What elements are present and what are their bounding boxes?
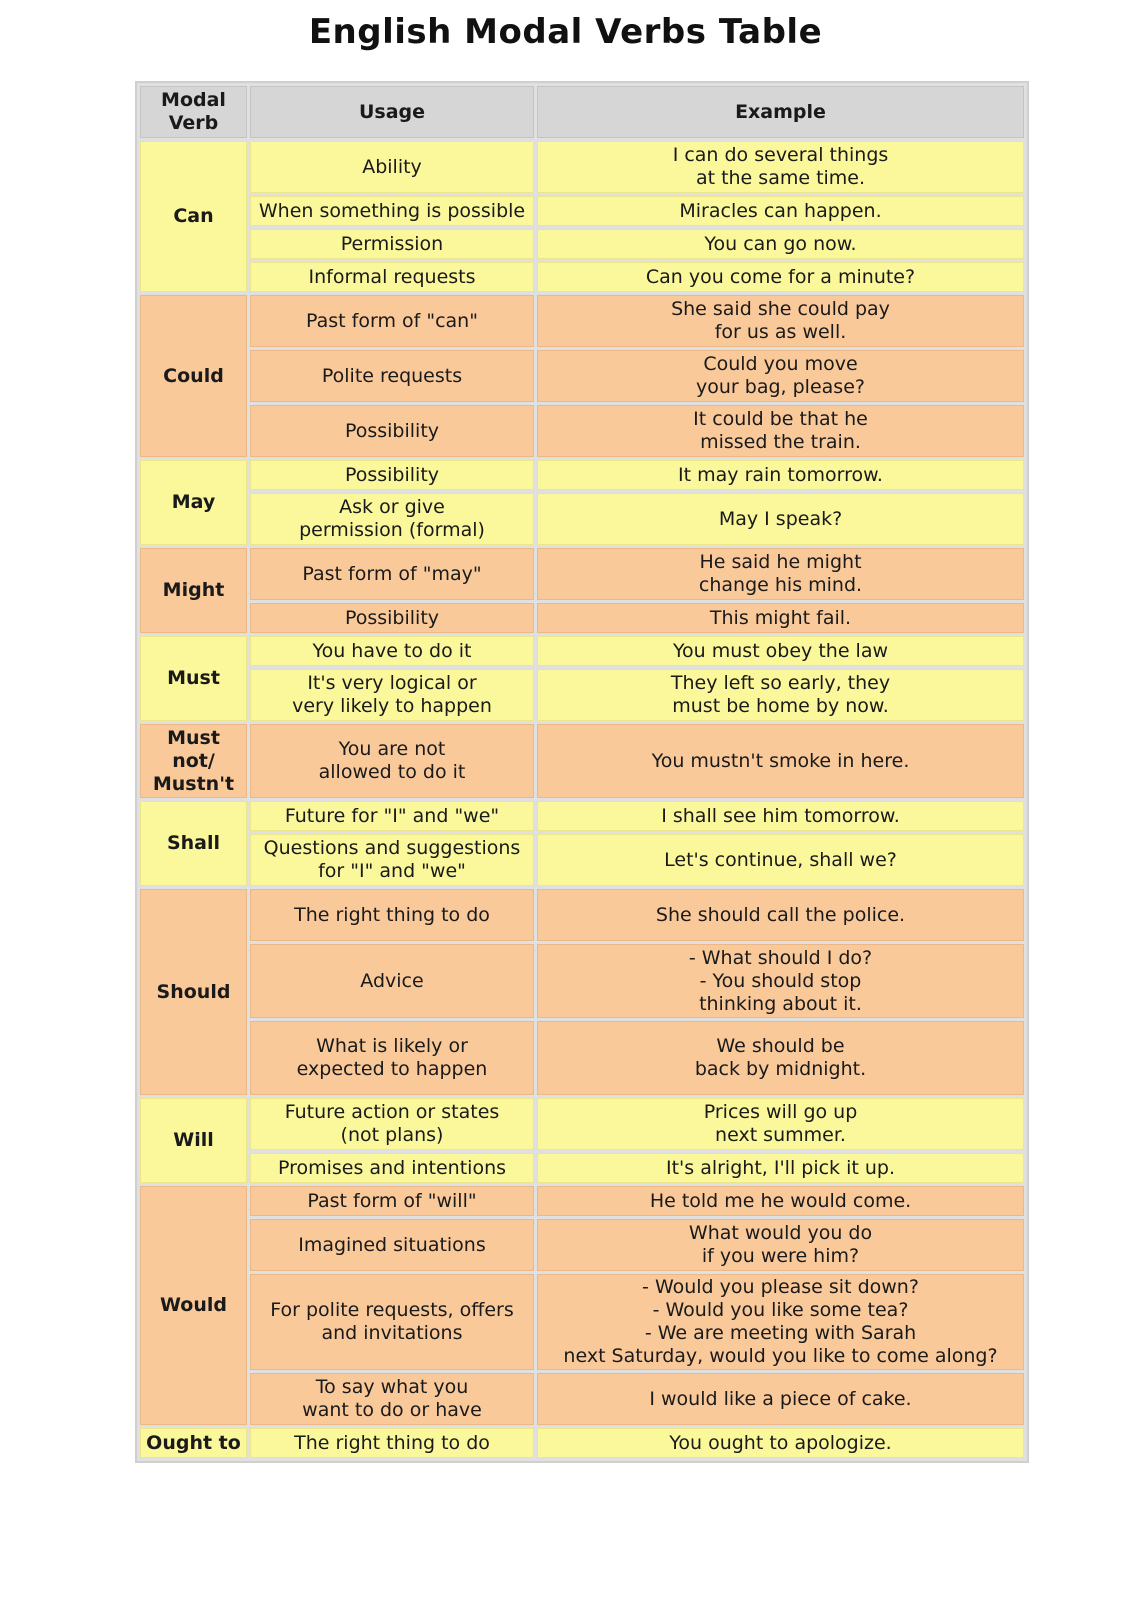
example-cell: They left so early, they must be home by now. bbox=[537, 669, 1024, 721]
example-cell: Can you come for a minute? bbox=[537, 262, 1024, 292]
example-cell: May I speak? bbox=[537, 493, 1024, 545]
example-cell: He said he might change his mind. bbox=[537, 548, 1024, 600]
table-row bbox=[140, 603, 1024, 633]
example-cell: You mustn't smoke in here. bbox=[537, 724, 1024, 798]
example-cell: You can go now. bbox=[537, 229, 1024, 259]
usage-cell: Ability bbox=[250, 141, 534, 193]
table-row bbox=[140, 196, 1024, 226]
table-row bbox=[140, 493, 1024, 545]
example-cell: It could be that he missed the train. bbox=[537, 405, 1024, 457]
usage-cell: Possibility bbox=[250, 405, 534, 457]
usage-cell: Imagined situations bbox=[250, 1219, 534, 1271]
usage-cell: Past form of "will" bbox=[250, 1186, 534, 1216]
table-row bbox=[140, 834, 1024, 886]
usage-cell: You have to do it bbox=[250, 636, 534, 666]
usage-cell: To say what you want to do or have bbox=[250, 1373, 534, 1425]
page-title: English Modal Verbs Table bbox=[308, 12, 823, 52]
table-row bbox=[140, 1428, 1024, 1458]
usage-cell: It's very logical or very likely to happen bbox=[250, 669, 534, 721]
usage-cell: Past form of "may" bbox=[250, 548, 534, 600]
header-modal-verb: Modal Verb bbox=[140, 86, 247, 138]
usage-cell: Possibility bbox=[250, 460, 534, 490]
usage-cell: Permission bbox=[250, 229, 534, 259]
table-row bbox=[140, 262, 1024, 292]
table-row bbox=[140, 1186, 1024, 1216]
table-row bbox=[140, 229, 1024, 259]
table-row bbox=[140, 1021, 1024, 1095]
table-row bbox=[140, 944, 1024, 1018]
example-cell: It's alright, I'll pick it up. bbox=[537, 1153, 1024, 1183]
usage-cell: The right thing to do bbox=[250, 889, 534, 941]
table-row bbox=[140, 1219, 1024, 1271]
table-row bbox=[140, 460, 1024, 490]
usage-cell: When something is possible bbox=[250, 196, 534, 226]
modal-verb-cell: Ought to bbox=[140, 1428, 247, 1458]
example-cell: You ought to apologize. bbox=[537, 1428, 1024, 1458]
table-row bbox=[140, 350, 1024, 402]
modal-verbs-table bbox=[135, 81, 1029, 1463]
example-cell: - What should I do? - You should stop thinking about it. bbox=[537, 944, 1024, 1018]
header-row bbox=[140, 86, 1024, 138]
example-cell: I shall see him tomorrow. bbox=[537, 801, 1024, 831]
usage-cell: The right thing to do bbox=[250, 1428, 534, 1458]
usage-cell: Questions and suggestions for "I" and "we" bbox=[250, 834, 534, 886]
table-row bbox=[140, 669, 1024, 721]
table-row bbox=[140, 1373, 1024, 1425]
example-cell: We should be back by midnight. bbox=[537, 1021, 1024, 1095]
table-row bbox=[140, 1274, 1024, 1370]
table-row bbox=[140, 801, 1024, 831]
usage-cell: Advice bbox=[250, 944, 534, 1018]
example-cell: Let's continue, shall we? bbox=[537, 834, 1024, 886]
modal-verb-cell: Shall bbox=[140, 801, 247, 886]
modal-verb-cell: Will bbox=[140, 1098, 247, 1183]
modal-verb-cell: Must bbox=[140, 636, 247, 721]
example-cell: It may rain tomorrow. bbox=[537, 460, 1024, 490]
table-row bbox=[140, 405, 1024, 457]
modal-verb-cell: Would bbox=[140, 1186, 247, 1425]
example-cell: Miracles can happen. bbox=[537, 196, 1024, 226]
table-body bbox=[140, 141, 1024, 1458]
table-row bbox=[140, 889, 1024, 941]
table-row bbox=[140, 295, 1024, 347]
usage-cell: What is likely or expected to happen bbox=[250, 1021, 534, 1095]
example-cell: He told me he would come. bbox=[537, 1186, 1024, 1216]
example-cell: Prices will go up next summer. bbox=[537, 1098, 1024, 1150]
usage-cell: Future action or states (not plans) bbox=[250, 1098, 534, 1150]
usage-cell: For polite requests, offers and invitations bbox=[250, 1274, 534, 1370]
table-row bbox=[140, 548, 1024, 600]
table bbox=[137, 83, 1027, 1461]
modal-verb-cell: May bbox=[140, 460, 247, 545]
example-cell: - Would you please sit down? - Would you like some tea? - We are meeting with Sarah next Saturday, would you like to come along? bbox=[537, 1274, 1024, 1370]
table-row bbox=[140, 141, 1024, 193]
usage-cell: Ask or give permission (formal) bbox=[250, 493, 534, 545]
table-row bbox=[140, 1153, 1024, 1183]
usage-cell: Past form of "can" bbox=[250, 295, 534, 347]
example-cell: She said she could pay for us as well. bbox=[537, 295, 1024, 347]
example-cell: You must obey the law bbox=[537, 636, 1024, 666]
modal-verb-cell: Might bbox=[140, 548, 247, 633]
header-usage: Usage bbox=[250, 86, 534, 138]
example-cell: I would like a piece of cake. bbox=[537, 1373, 1024, 1425]
modal-verb-cell: Can bbox=[140, 141, 247, 292]
usage-cell: Promises and intentions bbox=[250, 1153, 534, 1183]
modal-verb-cell: Could bbox=[140, 295, 247, 457]
usage-cell: Informal requests bbox=[250, 262, 534, 292]
example-cell: I can do several things at the same time. bbox=[537, 141, 1024, 193]
example-cell: What would you do if you were him? bbox=[537, 1219, 1024, 1271]
table-row bbox=[140, 724, 1024, 798]
example-cell: This might fail. bbox=[537, 603, 1024, 633]
usage-cell: You are not allowed to do it bbox=[250, 724, 534, 798]
example-cell: Could you move your bag, please? bbox=[537, 350, 1024, 402]
header-example: Example bbox=[537, 86, 1024, 138]
table-row bbox=[140, 1098, 1024, 1150]
modal-verb-cell: Should bbox=[140, 889, 247, 1095]
usage-cell: Polite requests bbox=[250, 350, 534, 402]
table-row bbox=[140, 636, 1024, 666]
usage-cell: Future for "I" and "we" bbox=[250, 801, 534, 831]
modal-verb-cell: Must not/ Mustn't bbox=[140, 724, 247, 798]
usage-cell: Possibility bbox=[250, 603, 534, 633]
example-cell: She should call the police. bbox=[537, 889, 1024, 941]
